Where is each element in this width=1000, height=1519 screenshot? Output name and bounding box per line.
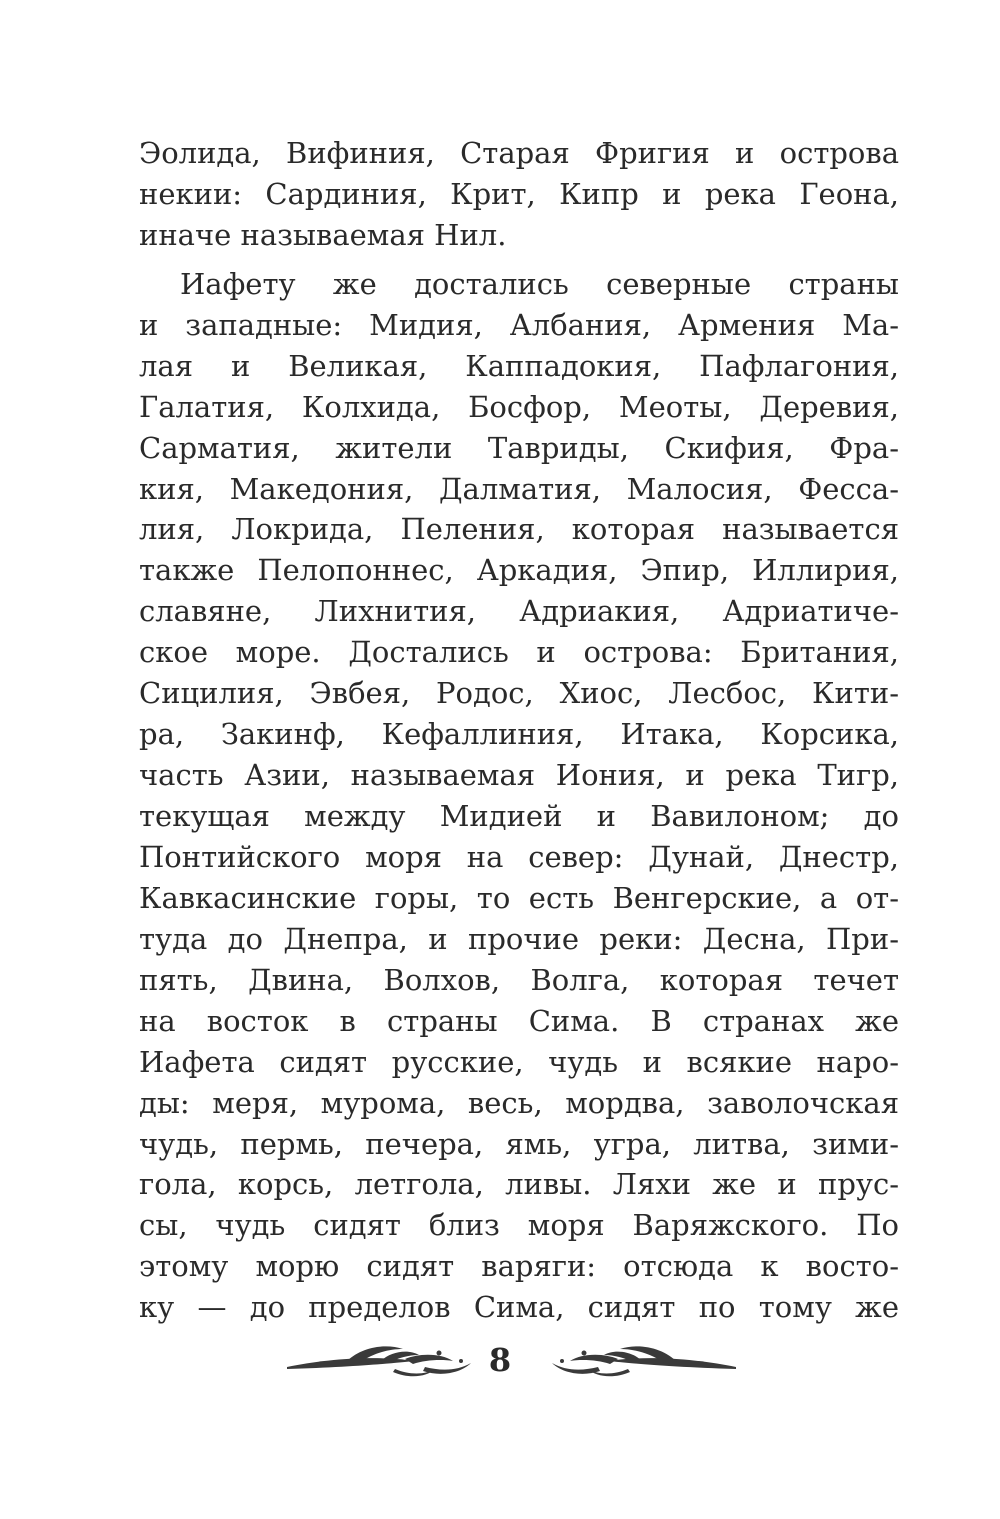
text-line: некии: Сардиния, Крит, Кипр и река Геона, (139, 176, 899, 211)
text-line: лия, Локрида, Пелeния, которая называется (139, 512, 899, 547)
text-line: чудь, пермь, печера, ямь, угра, литва, зими- (139, 1126, 899, 1161)
paragraph-gap (139, 256, 899, 264)
text-line: лая и Великая, Каппадокия, Пафлагония, (139, 348, 899, 383)
text-line: этому морю сидят варяги: отсюда к восто- (139, 1249, 899, 1284)
text-line: пять, Двина, Волхов, Волга, которая течет (139, 962, 899, 997)
text-line: Сарматия, жители Тавриды, Скифия, Фра- (139, 430, 899, 465)
flourish-right-icon (548, 1341, 738, 1381)
text-line: гола, корсь, летгола, ливы. Ляхи же и прус- (139, 1167, 899, 1202)
text-line: Эолида, Вифиния, Старая Фригия и острова (139, 136, 899, 170)
text-line: иначе называемая Нил. (139, 217, 507, 252)
page-text (139, 133, 899, 1328)
text-line: ды: меря, мурома, весь, мордва, заволочская (139, 1085, 899, 1120)
text-line: часть Азии, называемая Иония, и река Тигр, (139, 758, 899, 793)
text-line: кия, Македония, Далматия, Малосия, Фесса- (139, 471, 899, 506)
page-number: 8 (488, 1341, 512, 1379)
text-line: туда до Днепра, и прочие реки: Десна, При- (139, 921, 899, 956)
text-line: также Пелопоннес, Аркадия, Эпир, Иллирия, (139, 553, 899, 588)
text-line: ку — до пределов Сима, сидят по тому же (139, 1290, 899, 1325)
text-line: и западные: Мидия, Албания, Армения Ма- (139, 307, 899, 342)
text-line: Кавкасинские горы, то есть Венгерские, а от- (139, 880, 899, 915)
text-line: сы, чудь сидят близ моря Варяжского. По (139, 1208, 899, 1243)
text-line: Галатия, Колхида, Босфор, Меоты, Деревия, (139, 389, 899, 424)
flourish-left-icon (285, 1341, 475, 1381)
text-line: ра, Закинф, Кефаллиния, Итака, Корсика, (139, 717, 899, 752)
text-line: славяне, Лихнития, Адриакия, Адриатиче- (139, 594, 899, 629)
page-footer (0, 1335, 1000, 1395)
text-line: ское море. Достались и острова: Британия, (139, 635, 899, 670)
text-line: текущая между Мидией и Вавилоном; до (139, 799, 899, 833)
text-line: Понтийского моря на север: Дунай, Днестр, (139, 839, 899, 874)
text-line: на восток в страны Сима. В странах же (139, 1003, 899, 1038)
text-line: Иафету же достались северные страны (180, 266, 899, 301)
text-line: Иафета сидят русские, чудь и всякие наро- (139, 1044, 899, 1079)
text-line: Сицилия, Эвбея, Родос, Хиос, Лесбос, Кити- (139, 676, 899, 711)
